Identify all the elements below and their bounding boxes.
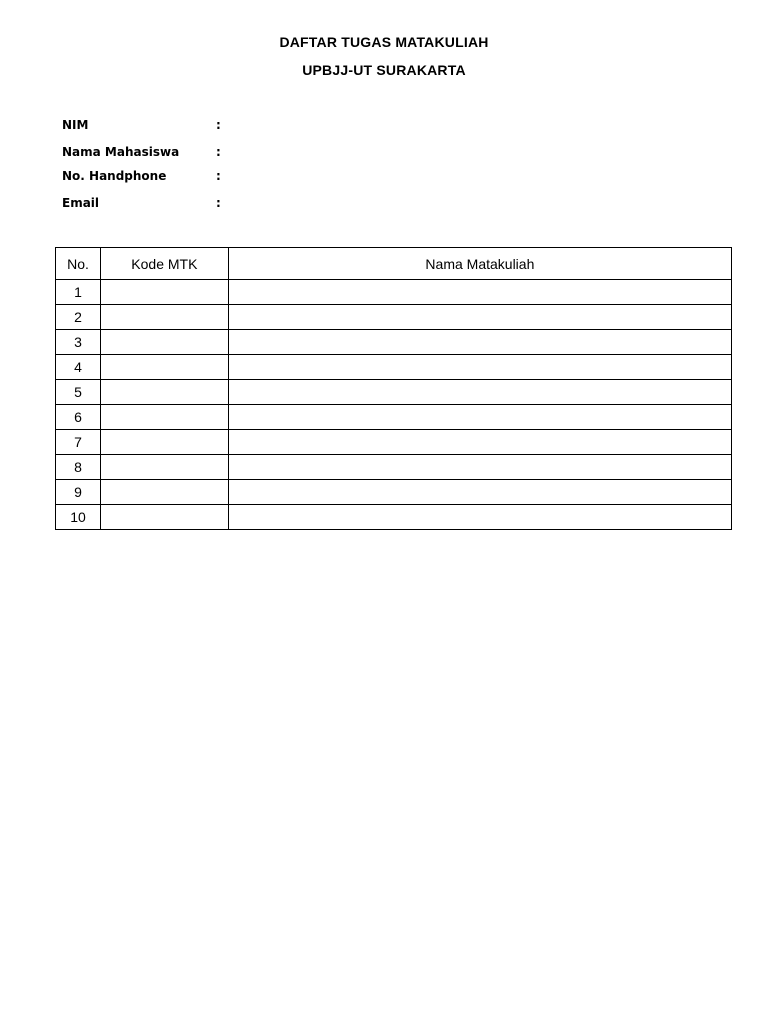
nama-matakuliah-cell[interactable] [228, 405, 731, 430]
info-label-email: Email [62, 196, 100, 210]
nama-matakuliah-cell[interactable] [228, 380, 731, 405]
info-separator: : [216, 169, 221, 183]
document-title: DAFTAR TUGAS MATAKULIAH [279, 34, 489, 50]
nama-matakuliah-cell[interactable] [228, 505, 731, 530]
nama-matakuliah-cell[interactable] [228, 280, 731, 305]
row-number: 1 [56, 280, 101, 305]
row-number: 3 [56, 330, 101, 355]
kode-mtk-cell[interactable] [100, 330, 228, 355]
course-task-table [55, 247, 732, 530]
column-header-nama-matakuliah: Nama Matakuliah [228, 248, 731, 280]
info-label-handphone: No. Handphone [62, 169, 167, 183]
table-row [56, 355, 732, 380]
kode-mtk-cell[interactable] [100, 380, 228, 405]
table-header-row [56, 248, 732, 280]
column-header-kode-mtk: Kode MTK [100, 248, 228, 280]
table-row [56, 505, 732, 530]
table-row [56, 480, 732, 505]
nama-matakuliah-cell[interactable] [228, 480, 731, 505]
kode-mtk-cell[interactable] [100, 505, 228, 530]
row-number: 10 [56, 505, 101, 530]
info-row-email [62, 190, 462, 216]
table-row [56, 280, 732, 305]
kode-mtk-cell[interactable] [100, 405, 228, 430]
kode-mtk-cell[interactable] [100, 480, 228, 505]
row-number: 6 [56, 405, 101, 430]
row-number: 2 [56, 305, 101, 330]
table-row [56, 305, 732, 330]
info-row-nim [62, 112, 462, 139]
info-row-nama-mahasiswa [62, 139, 462, 163]
kode-mtk-cell[interactable] [100, 305, 228, 330]
nama-matakuliah-cell[interactable] [228, 455, 731, 480]
table-row [56, 380, 732, 405]
row-number: 7 [56, 430, 101, 455]
nama-matakuliah-cell[interactable] [228, 305, 731, 330]
kode-mtk-cell[interactable] [100, 280, 228, 305]
nama-matakuliah-cell[interactable] [228, 430, 731, 455]
row-number: 8 [56, 455, 101, 480]
row-number: 9 [56, 480, 101, 505]
nama-matakuliah-cell[interactable] [228, 355, 731, 380]
row-number: 5 [56, 380, 101, 405]
kode-mtk-cell[interactable] [100, 430, 228, 455]
kode-mtk-cell[interactable] [100, 455, 228, 480]
info-label-nama-mahasiswa: Nama Mahasiswa [62, 145, 180, 159]
table-row [56, 455, 732, 480]
nama-matakuliah-cell[interactable] [228, 330, 731, 355]
table-row [56, 405, 732, 430]
student-info-section [62, 112, 462, 216]
info-row-handphone [62, 163, 462, 190]
table-row [56, 430, 732, 455]
info-separator: : [216, 118, 221, 132]
info-label-nim: NIM [62, 118, 89, 132]
info-separator: : [216, 196, 221, 210]
row-number: 4 [56, 355, 101, 380]
info-separator: : [216, 145, 221, 159]
table-row [56, 330, 732, 355]
document-subtitle: UPBJJ-UT SURAKARTA [302, 62, 466, 78]
kode-mtk-cell[interactable] [100, 355, 228, 380]
column-header-no: No. [56, 248, 101, 280]
